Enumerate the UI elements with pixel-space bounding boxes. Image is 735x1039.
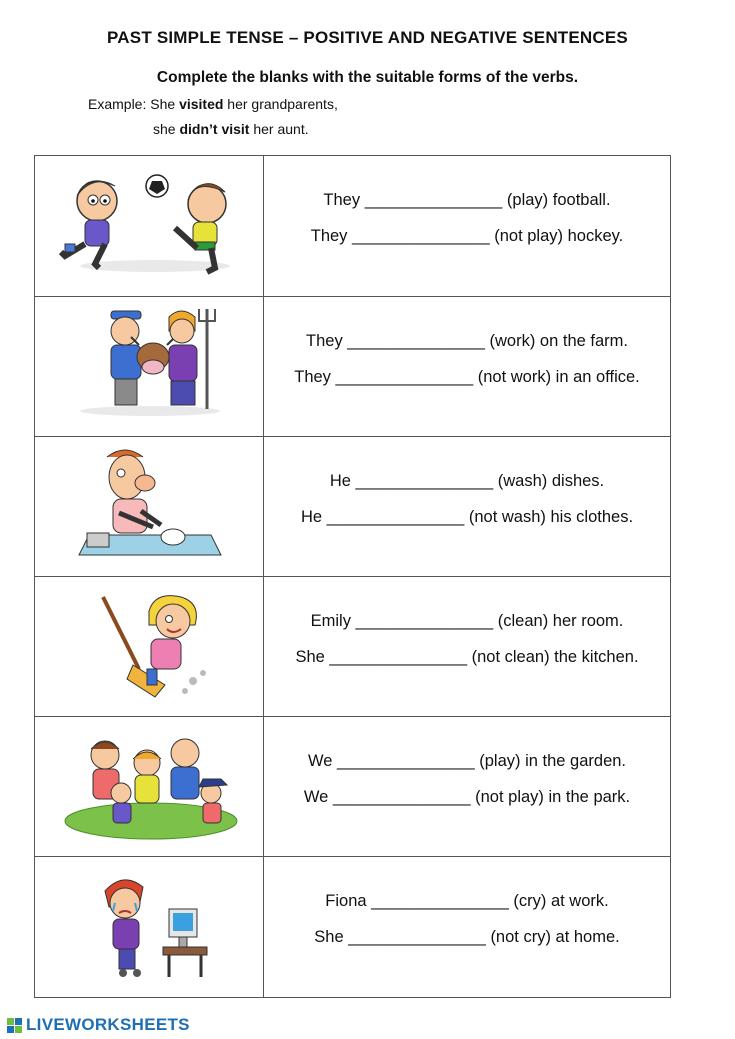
sentence-negative[interactable]: He _______________ (not wash) his clothes.	[300, 508, 634, 526]
page-title: PAST SIMPLE TENSE – POSITIVE AND NEGATIVE SENTENCES	[107, 28, 628, 47]
girl-sweeping-illustration	[35, 577, 264, 716]
sentence-negative[interactable]: We _______________ (not play) in the park.	[303, 788, 631, 806]
farmers-with-cow-illustration	[35, 297, 264, 436]
example-text: she	[153, 121, 180, 137]
sentence-negative[interactable]: They _______________ (not work) in an office.	[294, 368, 640, 386]
sentence-positive[interactable]: Emily _______________ (clean) her room.	[310, 612, 624, 630]
exercise-row	[35, 156, 670, 296]
sentences-cell	[264, 577, 670, 716]
sentences-cell	[264, 857, 670, 997]
exercise-row	[35, 716, 670, 856]
example-text: her aunt.	[249, 121, 309, 137]
sentence-positive[interactable]: We _______________ (play) in the garden.	[307, 752, 627, 770]
sentence-negative[interactable]: She _______________ (not cry) at home.	[314, 928, 620, 946]
woman-crying-at-computer-illustration	[35, 857, 264, 997]
sentence-negative[interactable]: She _______________ (not clean) the kitchen.	[295, 648, 639, 666]
exercise-row	[35, 296, 670, 436]
sentences-cell	[264, 717, 670, 856]
example-text: her grandparents,	[223, 96, 338, 112]
example-text: Example: She	[88, 96, 180, 112]
sentences-cell	[264, 297, 670, 436]
exercise-row	[35, 576, 670, 716]
sentences-cell	[264, 437, 670, 576]
liveworksheets-footer[interactable]	[6, 1014, 190, 1036]
sentence-positive[interactable]: They _______________ (play) football.	[323, 191, 611, 209]
example-bold-verb: didn’t visit	[179, 121, 250, 137]
example-bold-verb: visited	[179, 96, 224, 112]
instruction-text: Complete the blanks with the suitable forms of the verbs.	[156, 69, 579, 86]
family-in-garden-illustration	[35, 717, 264, 856]
boys-playing-football-illustration	[35, 156, 264, 296]
exercise-row	[35, 436, 670, 576]
exercise-row	[35, 856, 670, 997]
example-line-1	[88, 96, 338, 112]
sentence-negative[interactable]: They _______________ (not play) hockey.	[310, 227, 624, 245]
sentence-positive[interactable]: Fiona _______________ (cry) at work.	[325, 892, 609, 910]
sentence-positive[interactable]: He _______________ (wash) dishes.	[329, 472, 605, 490]
sentences-cell	[264, 156, 670, 296]
liveworksheets-logo-icon	[6, 1016, 24, 1034]
exercise-table	[34, 155, 671, 998]
man-washing-dishes-illustration	[35, 437, 264, 576]
example-line-2	[153, 121, 309, 137]
sentence-positive[interactable]: They _______________ (work) on the farm.	[306, 332, 628, 350]
liveworksheets-logo-text: LIVEWORKSHEETS	[26, 1015, 190, 1034]
